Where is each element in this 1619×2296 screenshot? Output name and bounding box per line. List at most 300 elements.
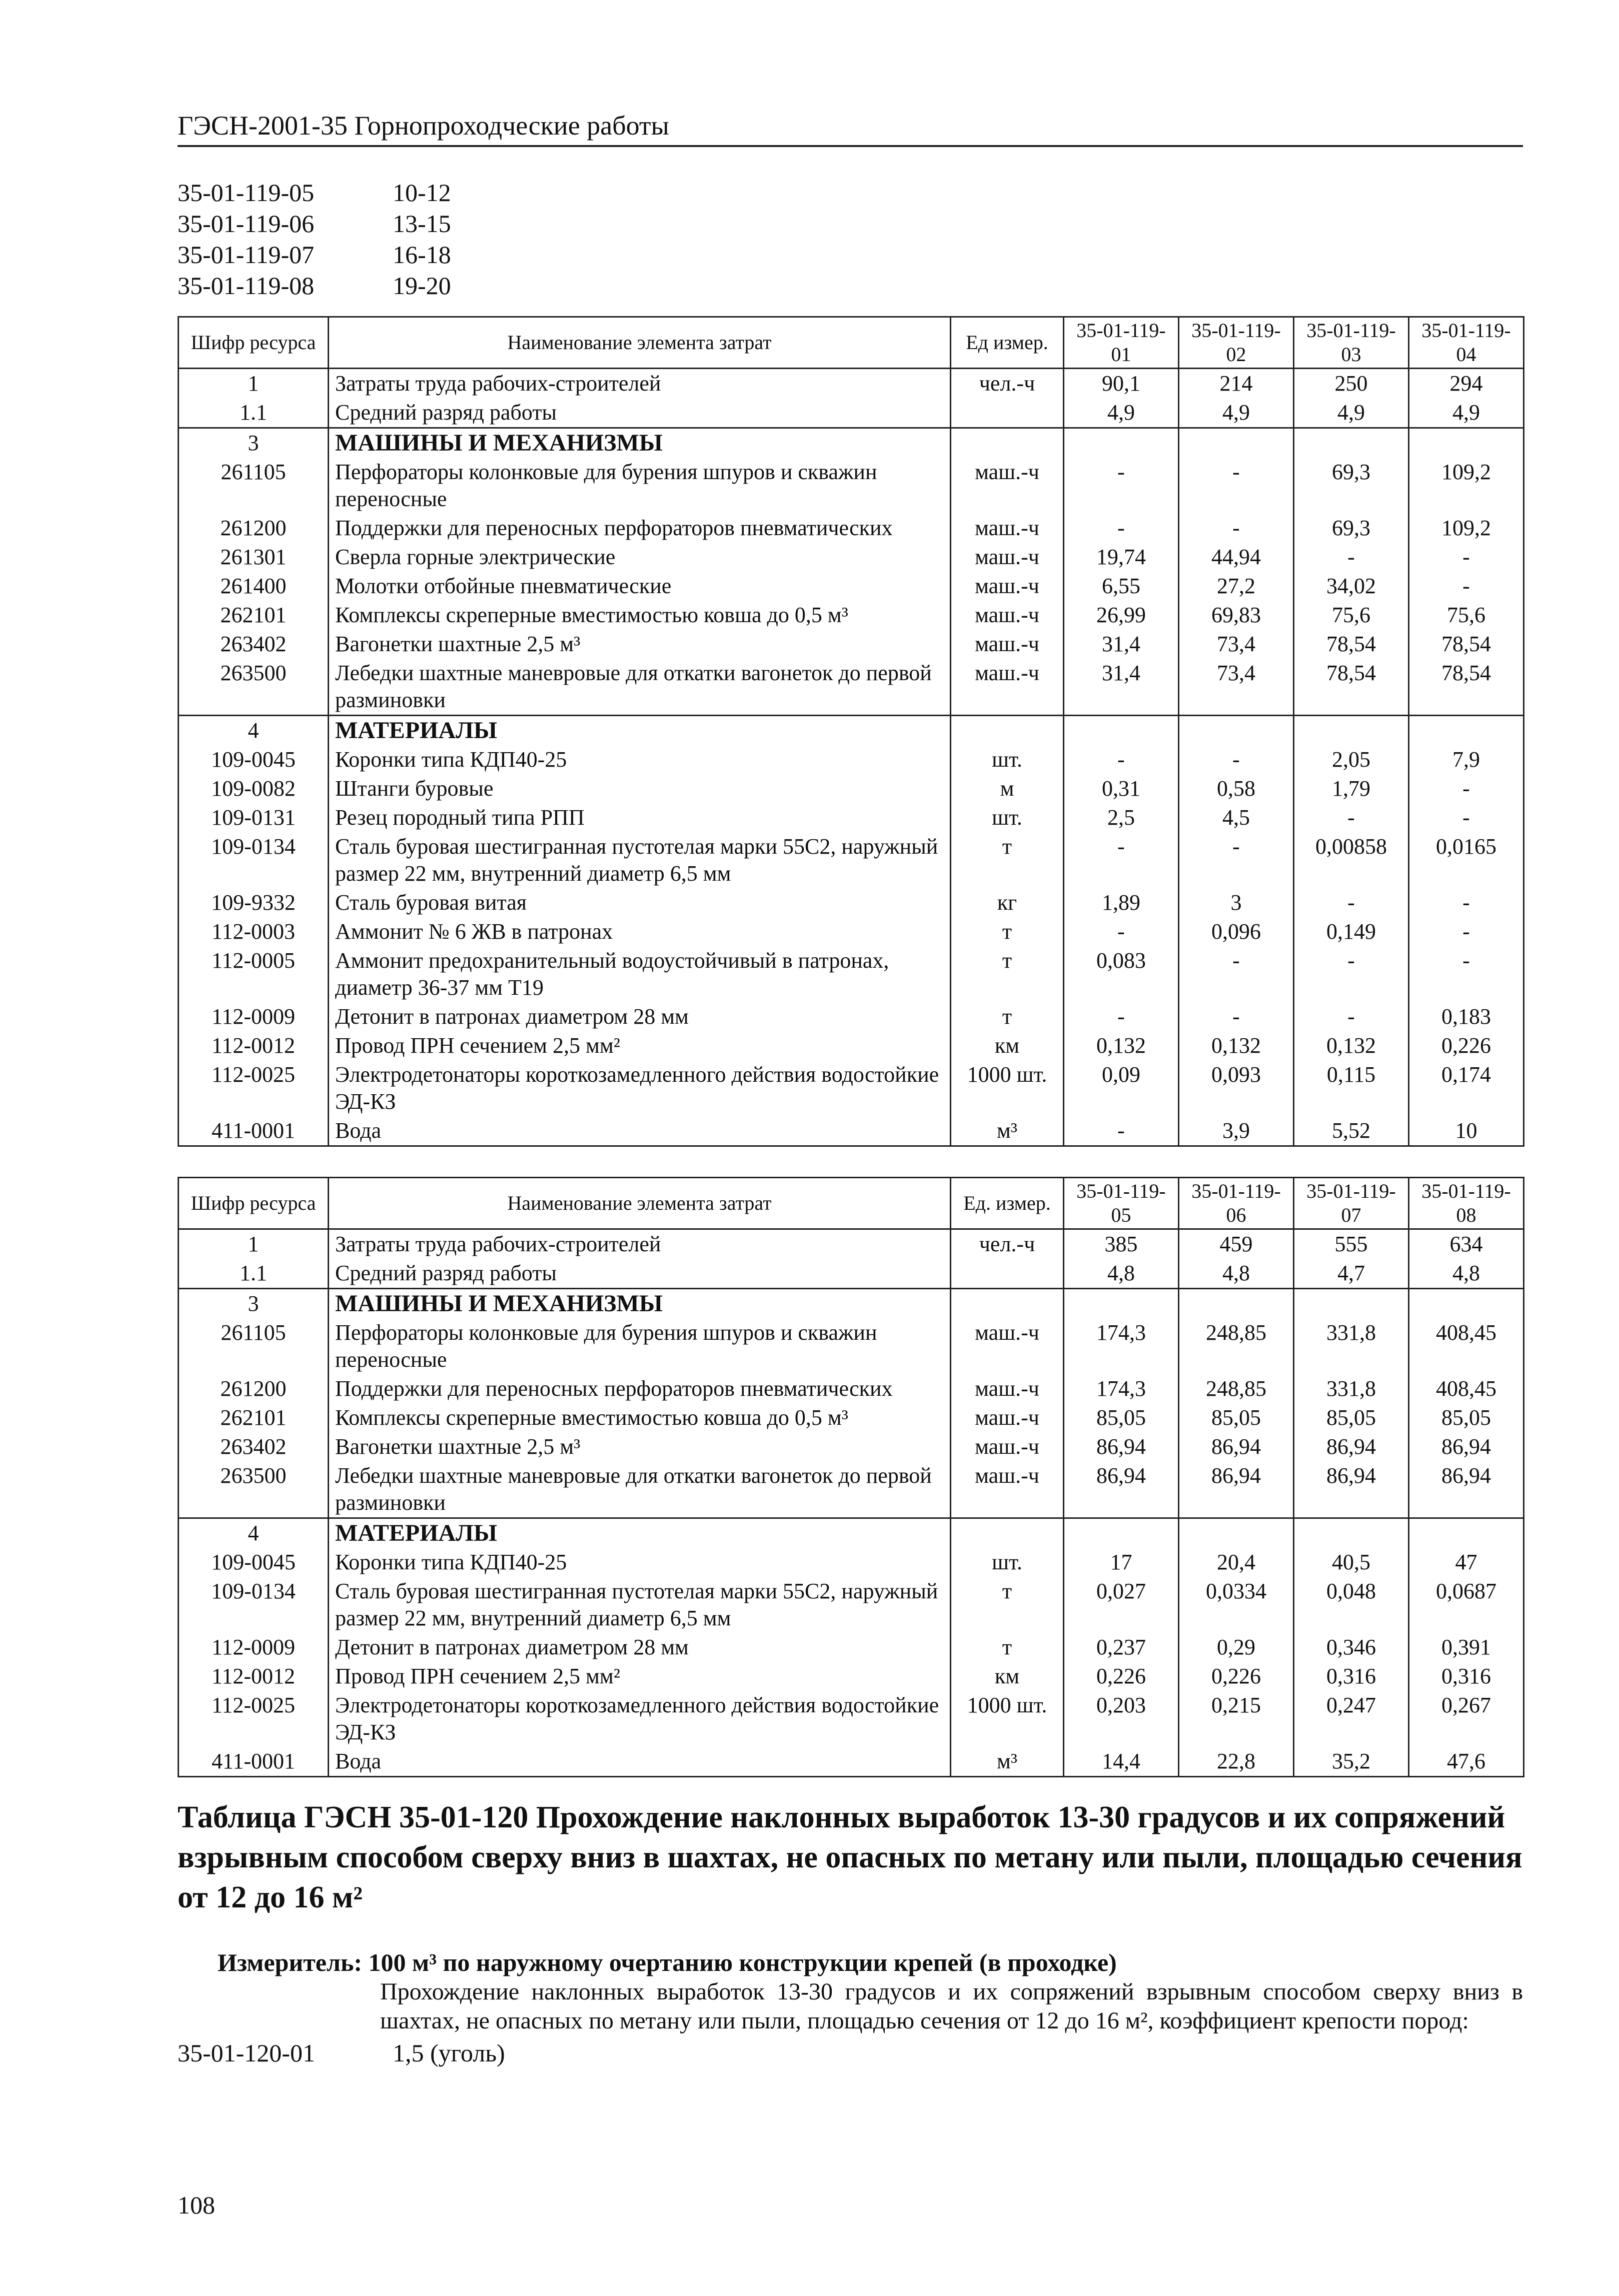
cell-code: 261105 [179, 458, 329, 514]
cell-value: 6,55 [1064, 572, 1179, 601]
cell-value: 0,083 [1064, 946, 1179, 1002]
cell-value: 1,89 [1064, 888, 1179, 917]
cell-value: 3,9 [1179, 1116, 1294, 1146]
table-row [179, 803, 1524, 832]
cell-value [1409, 716, 1524, 746]
cell-value: 86,94 [1064, 1461, 1179, 1518]
cell-value: 248,85 [1179, 1318, 1294, 1374]
col-header-unit: Ед. измер. [951, 1178, 1064, 1229]
col-header-norm: 35-01-119-05 [1064, 1178, 1179, 1229]
cell-code: 1 [179, 369, 329, 399]
cell-name: Провод ПРН сечением 2,5 мм² [329, 1031, 951, 1060]
cell-unit: м [951, 774, 1064, 803]
code-range: 10-12 [393, 179, 451, 207]
cell-name: Вода [329, 1116, 951, 1146]
cell-unit: 1000 шт. [951, 1060, 1064, 1116]
measure-value: 100 м³ по наружному очертанию конструкции крепей (в проходке) [368, 1948, 1117, 1976]
cell-value: - [1409, 917, 1524, 946]
cell-value: 86,94 [1409, 1461, 1524, 1518]
cell-value: 78,54 [1294, 659, 1409, 716]
cell-value [1409, 1518, 1524, 1548]
cell-value: 40,5 [1294, 1548, 1409, 1577]
cell-code: 411-0001 [179, 1747, 329, 1777]
cell-unit [951, 1289, 1064, 1319]
cell-value: 44,94 [1179, 543, 1294, 572]
cell-value: - [1409, 888, 1524, 917]
cell-value: 0,226 [1064, 1662, 1179, 1691]
cell-value: 248,85 [1179, 1374, 1294, 1403]
cell-value: 0,226 [1179, 1662, 1294, 1691]
table-row [179, 1403, 1524, 1432]
cell-value: 555 [1294, 1229, 1409, 1259]
table-row [179, 369, 1524, 399]
table-row [179, 659, 1524, 716]
code: 35-01-119-07 [178, 241, 315, 269]
cell-value: 0,391 [1409, 1633, 1524, 1662]
cell-name: Средний разряд работы [329, 1259, 951, 1289]
col-header-norm: 35-01-119-02 [1179, 317, 1294, 369]
cell-value: 78,54 [1409, 659, 1524, 716]
cell-value [1179, 716, 1294, 746]
table-row [179, 1002, 1524, 1031]
cell-code: 261200 [179, 514, 329, 543]
cell-unit: маш.-ч [951, 659, 1064, 716]
cell-value: 7,9 [1409, 745, 1524, 774]
col-header-code: Шифр ресурса [179, 317, 329, 369]
cell-value [1409, 428, 1524, 458]
cell-unit: маш.-ч [951, 1318, 1064, 1374]
cell-unit: т [951, 832, 1064, 888]
cell-code: 112-0025 [179, 1691, 329, 1747]
table-row [179, 1518, 1524, 1548]
cell-code: 262101 [179, 1403, 329, 1432]
cell-value: 27,2 [1179, 572, 1294, 601]
cell-unit [951, 1518, 1064, 1548]
cell-name: Затраты труда рабочих-строителей [329, 1229, 951, 1259]
cell-unit [951, 428, 1064, 458]
cell-value: - [1409, 543, 1524, 572]
cell-value [1064, 428, 1179, 458]
cell-code: 112-0009 [179, 1002, 329, 1031]
cell-value: 20,4 [1179, 1548, 1294, 1577]
cell-value: - [1409, 572, 1524, 601]
cell-name: Лебедки шахтные маневровые для откатки вагонеток до первой разминовки [329, 1461, 951, 1518]
cell-name: Сверла горные электрические [329, 543, 951, 572]
cell-code: 261301 [179, 543, 329, 572]
table-row [179, 774, 1524, 803]
cell-value: - [1409, 803, 1524, 832]
code-range: 19-20 [393, 272, 451, 300]
cell-value: 5,52 [1294, 1116, 1409, 1146]
cell-value: 0,115 [1294, 1060, 1409, 1116]
table-row [179, 1060, 1524, 1116]
cell-value: 86,94 [1064, 1432, 1179, 1461]
norm-code-value: 1,5 (уголь) [393, 2039, 505, 2067]
cell-value: 0,0687 [1409, 1577, 1524, 1633]
cell-value: - [1294, 543, 1409, 572]
col-header-norm: 35-01-119-08 [1409, 1178, 1524, 1229]
cell-code: 112-0009 [179, 1633, 329, 1662]
cell-value [1294, 716, 1409, 746]
cell-value: 459 [1179, 1229, 1294, 1259]
cell-unit: т [951, 946, 1064, 1002]
cell-value: - [1179, 832, 1294, 888]
cell-value: 4,8 [1179, 1259, 1294, 1289]
cell-value [1294, 428, 1409, 458]
cell-code: 263402 [179, 1432, 329, 1461]
cell-unit: м³ [951, 1116, 1064, 1146]
col-header-code: Шифр ресурса [179, 1178, 329, 1229]
col-header-name: Наименование элемента затрат [329, 317, 951, 369]
col-header-norm: 35-01-119-06 [1179, 1178, 1294, 1229]
cell-unit [951, 1259, 1064, 1289]
cell-value: 0,0165 [1409, 832, 1524, 888]
cell-name: Комплексы скреперные вместимостью ковша до 0,5 м³ [329, 1403, 951, 1432]
cell-unit: м³ [951, 1747, 1064, 1777]
cell-value: 73,4 [1179, 630, 1294, 659]
cell-name: Вагонетки шахтные 2,5 м³ [329, 1432, 951, 1461]
codes-list-item [178, 208, 1523, 239]
cell-code: 263500 [179, 659, 329, 716]
cell-value: 4,8 [1409, 1259, 1524, 1289]
cell-code: 112-0012 [179, 1031, 329, 1060]
cell-value: - [1179, 745, 1294, 774]
cell-unit: т [951, 917, 1064, 946]
cell-value: - [1064, 832, 1179, 888]
cell-unit: шт. [951, 745, 1064, 774]
cell-value: 331,8 [1294, 1374, 1409, 1403]
norm-code: 35-01-120-01 [178, 2039, 315, 2067]
codes-list-item [178, 270, 1523, 301]
cell-value: 0,132 [1179, 1031, 1294, 1060]
cell-value: 86,94 [1179, 1432, 1294, 1461]
code-range: 16-18 [393, 241, 451, 269]
cell-value [1179, 1518, 1294, 1548]
cell-value: - [1179, 946, 1294, 1002]
cell-value: 22,8 [1179, 1747, 1294, 1777]
cell-name: Сталь буровая шестигранная пустотелая марки 55С2, наружный размер 22 мм, внутренний диаметр 6,5 мм [329, 1577, 951, 1633]
cell-name: Детонит в патронах диаметром 28 мм [329, 1633, 951, 1662]
cell-value: 0,09 [1064, 1060, 1179, 1116]
cell-unit: маш.-ч [951, 458, 1064, 514]
cell-unit: шт. [951, 1548, 1064, 1577]
col-header-norm: 35-01-119-01 [1064, 317, 1179, 369]
cell-unit: маш.-ч [951, 1461, 1064, 1518]
table-row [179, 832, 1524, 888]
cell-value: 174,3 [1064, 1374, 1179, 1403]
cell-value: 0,237 [1064, 1633, 1179, 1662]
measure-label: Измеритель: [218, 1948, 363, 1976]
cell-value: 0,215 [1179, 1691, 1294, 1747]
cell-value: 69,83 [1179, 601, 1294, 630]
section-title-text: Прохождение наклонных выработок 13-30 градусов и их сопряжений взрывным способом сверху вниз в шахтах, не опасных по метану или пыли, площадью сечения от 12 до 16 м² [178, 1800, 1522, 1914]
cell-value: 0,174 [1409, 1060, 1524, 1116]
cell-value: - [1294, 946, 1409, 1002]
cell-value: 0,183 [1409, 1002, 1524, 1031]
cell-value: 2,5 [1064, 803, 1179, 832]
cell-value [1294, 1518, 1409, 1548]
cell-value: 0,048 [1294, 1577, 1409, 1633]
cell-code: 411-0001 [179, 1116, 329, 1146]
section-title [178, 1797, 1523, 1917]
table-row [179, 398, 1524, 428]
cell-name: Электродетонаторы короткозамедленного действия водостойкие ЭД-КЗ [329, 1060, 951, 1116]
cell-name: Перфораторы колонковые для бурения шпуров и скважин переносные [329, 458, 951, 514]
table-row [179, 428, 1524, 458]
cell-value: 78,54 [1409, 630, 1524, 659]
page-number: 108 [178, 2191, 215, 2219]
cell-value: 4,9 [1064, 398, 1179, 428]
measure-line [178, 1947, 1523, 1977]
cell-unit: маш.-ч [951, 1403, 1064, 1432]
cell-unit: чел.-ч [951, 369, 1064, 399]
cell-value: - [1409, 774, 1524, 803]
table-row [179, 543, 1524, 572]
norm-code-row [178, 2037, 1523, 2068]
cell-code: 109-0045 [179, 745, 329, 774]
cell-value: 0,093 [1179, 1060, 1294, 1116]
table-row [179, 1374, 1524, 1403]
cell-unit: маш.-ч [951, 1432, 1064, 1461]
code-range: 13-15 [393, 210, 451, 238]
cell-value [1294, 1289, 1409, 1319]
cell-value: - [1064, 514, 1179, 543]
running-header: ГЭСН-2001-35 Горнопроходческие работы [178, 110, 1523, 147]
cell-name: Средний разряд работы [329, 398, 951, 428]
cell-value: 47 [1409, 1548, 1524, 1577]
cell-value [1179, 428, 1294, 458]
cell-value: 86,94 [1179, 1461, 1294, 1518]
cell-value: 0,247 [1294, 1691, 1409, 1747]
cell-name: Вода [329, 1747, 951, 1777]
cell-unit: маш.-ч [951, 514, 1064, 543]
cell-value: - [1294, 888, 1409, 917]
cell-name: Сталь буровая витая [329, 888, 951, 917]
cell-value: - [1064, 458, 1179, 514]
cell-name: Лебедки шахтные маневровые для откатки вагонеток до первой разминовки [329, 659, 951, 716]
table-header-row [179, 317, 1524, 369]
cell-value: 0,31 [1064, 774, 1179, 803]
cell-value: 86,94 [1409, 1432, 1524, 1461]
cell-code: 112-0025 [179, 1060, 329, 1116]
cell-code: 262101 [179, 601, 329, 630]
cell-unit: маш.-ч [951, 543, 1064, 572]
cell-unit: маш.-ч [951, 630, 1064, 659]
table-row [179, 1747, 1524, 1777]
cell-name: Штанги буровые [329, 774, 951, 803]
cell-code: 261400 [179, 572, 329, 601]
table-row [179, 601, 1524, 630]
cell-code: 4 [179, 1518, 329, 1548]
col-header-norm: 35-01-119-04 [1409, 317, 1524, 369]
cell-value: - [1179, 1002, 1294, 1031]
cell-value: 10 [1409, 1116, 1524, 1146]
cell-value: 331,8 [1294, 1318, 1409, 1374]
cell-value: 0,0334 [1179, 1577, 1294, 1633]
cell-value: 4,9 [1179, 398, 1294, 428]
table-row [179, 1461, 1524, 1518]
col-header-norm: 35-01-119-07 [1294, 1178, 1409, 1229]
cell-value: 0,226 [1409, 1031, 1524, 1060]
cell-value: 35,2 [1294, 1747, 1409, 1777]
code: 35-01-119-08 [178, 272, 315, 300]
table-row [179, 1229, 1524, 1259]
cell-name: МАТЕРИАЛЫ [329, 1518, 951, 1548]
codes-list-item [178, 239, 1523, 270]
cell-name: Электродетонаторы короткозамедленного действия водостойкие ЭД-КЗ [329, 1691, 951, 1747]
cell-value: 85,05 [1409, 1403, 1524, 1432]
cell-value: 174,3 [1064, 1318, 1179, 1374]
cell-name: Провод ПРН сечением 2,5 мм² [329, 1662, 951, 1691]
cell-unit [951, 716, 1064, 746]
cell-code: 3 [179, 1289, 329, 1319]
cell-name: МАШИНЫ И МЕХАНИЗМЫ [329, 1289, 951, 1319]
resource-table-1 [178, 316, 1524, 1147]
section-title-lead: Таблица ГЭСН 35-01-120 [178, 1800, 529, 1834]
table-row [179, 917, 1524, 946]
section-description: Прохождение наклонных выработок 13-30 градусов и их сопряжений взрывным способом сверху вниз в шахтах, не опасных по метану или пыли, площадью сечения от 12 до 16 м², коэффициент крепости пород: [380, 1978, 1523, 2034]
cell-code: 1.1 [179, 398, 329, 428]
cell-value: 0,132 [1294, 1031, 1409, 1060]
table-row [179, 514, 1524, 543]
table-row [179, 946, 1524, 1002]
cell-value: 0,267 [1409, 1691, 1524, 1747]
cell-value [1064, 1518, 1179, 1548]
cell-value: 0,316 [1409, 1662, 1524, 1691]
cell-value: 109,2 [1409, 514, 1524, 543]
cell-value: - [1064, 1116, 1179, 1146]
cell-value: 0,203 [1064, 1691, 1179, 1747]
cell-unit [951, 398, 1064, 428]
cell-value: 1,79 [1294, 774, 1409, 803]
cell-unit: кг [951, 888, 1064, 917]
cell-code: 112-0012 [179, 1662, 329, 1691]
cell-value: 4,8 [1064, 1259, 1179, 1289]
cell-value: 109,2 [1409, 458, 1524, 514]
table-row [179, 1548, 1524, 1577]
cell-name: Поддержки для переносных перфораторов пневматических [329, 514, 951, 543]
cell-value: 385 [1064, 1229, 1179, 1259]
cell-unit: маш.-ч [951, 1374, 1064, 1403]
cell-name: Молотки отбойные пневматические [329, 572, 951, 601]
cell-code: 1 [179, 1229, 329, 1259]
cell-code: 109-0045 [179, 1548, 329, 1577]
table-row [179, 630, 1524, 659]
cell-value: 3 [1179, 888, 1294, 917]
cell-value: 73,4 [1179, 659, 1294, 716]
cell-name: Поддержки для переносных перфораторов пневматических [329, 1374, 951, 1403]
cell-value: 4,7 [1294, 1259, 1409, 1289]
cell-value: 86,94 [1294, 1432, 1409, 1461]
cell-name: МАТЕРИАЛЫ [329, 716, 951, 746]
cell-value: 4,9 [1294, 398, 1409, 428]
cell-value: 31,4 [1064, 659, 1179, 716]
cell-name: Сталь буровая шестигранная пустотелая марки 55С2, наружный размер 22 мм, внутренний диаметр 6,5 мм [329, 832, 951, 888]
table-row [179, 745, 1524, 774]
cell-value: 14,4 [1064, 1747, 1179, 1777]
cell-name: Аммонит предохранительный водоустойчивый в патронах, диаметр 36-37 мм Т19 [329, 946, 951, 1002]
cell-value: 85,05 [1064, 1403, 1179, 1432]
table-row [179, 888, 1524, 917]
cell-unit: км [951, 1031, 1064, 1060]
cell-value: - [1064, 917, 1179, 946]
cell-value: 4,5 [1179, 803, 1294, 832]
cell-unit: т [951, 1577, 1064, 1633]
cell-value: 75,6 [1294, 601, 1409, 630]
cell-value: 75,6 [1409, 601, 1524, 630]
cell-value: 17 [1064, 1548, 1179, 1577]
table-row [179, 458, 1524, 514]
cell-value: - [1179, 458, 1294, 514]
codes-list-item [178, 177, 1523, 208]
col-header-unit: Ед измер. [951, 317, 1064, 369]
code: 35-01-119-05 [178, 179, 315, 207]
cell-value: 86,94 [1294, 1461, 1409, 1518]
cell-name: Детонит в патронах диаметром 28 мм [329, 1002, 951, 1031]
cell-value: 85,05 [1294, 1403, 1409, 1432]
cell-code: 261200 [179, 1374, 329, 1403]
cell-value: 0,096 [1179, 917, 1294, 946]
table-row [179, 716, 1524, 746]
cell-value: 0,00858 [1294, 832, 1409, 888]
cell-unit: 1000 шт. [951, 1691, 1064, 1747]
cell-code: 3 [179, 428, 329, 458]
page [178, 110, 1523, 2068]
table-row [179, 1116, 1524, 1146]
cell-value: - [1064, 1002, 1179, 1031]
cell-value: 214 [1179, 369, 1294, 399]
cell-code: 261105 [179, 1318, 329, 1374]
table-row [179, 572, 1524, 601]
cell-value [1064, 1289, 1179, 1319]
cell-name: Коронки типа КДП40-25 [329, 1548, 951, 1577]
cell-value: 0,58 [1179, 774, 1294, 803]
col-header-name: Наименование элемента затрат [329, 1178, 951, 1229]
codes-list [178, 177, 1523, 301]
cell-value [1409, 1289, 1524, 1319]
cell-name: Аммонит № 6 ЖВ в патронах [329, 917, 951, 946]
cell-name: Коронки типа КДП40-25 [329, 745, 951, 774]
cell-value: 19,74 [1064, 543, 1179, 572]
cell-code: 263500 [179, 1461, 329, 1518]
cell-value: 69,3 [1294, 514, 1409, 543]
cell-value: - [1294, 803, 1409, 832]
cell-value: 0,346 [1294, 1633, 1409, 1662]
cell-value: 408,45 [1409, 1318, 1524, 1374]
cell-code: 109-0131 [179, 803, 329, 832]
cell-code: 112-0003 [179, 917, 329, 946]
cell-value: 0,316 [1294, 1662, 1409, 1691]
cell-value: 47,6 [1409, 1747, 1524, 1777]
cell-unit: т [951, 1002, 1064, 1031]
cell-value: 250 [1294, 369, 1409, 399]
cell-name: Комплексы скреперные вместимостью ковша до 0,5 м³ [329, 601, 951, 630]
cell-name: Затраты труда рабочих-строителей [329, 369, 951, 399]
cell-unit: км [951, 1662, 1064, 1691]
cell-value: 85,05 [1179, 1403, 1294, 1432]
resource-table-2 [178, 1177, 1524, 1777]
cell-value: 0,29 [1179, 1633, 1294, 1662]
cell-unit: маш.-ч [951, 601, 1064, 630]
cell-value: - [1179, 514, 1294, 543]
cell-value: 0,149 [1294, 917, 1409, 946]
cell-code: 4 [179, 716, 329, 746]
cell-value: 31,4 [1064, 630, 1179, 659]
cell-value [1179, 1289, 1294, 1319]
cell-value: 294 [1409, 369, 1524, 399]
table-row [179, 1031, 1524, 1060]
cell-name: Резец породный типа РПП [329, 803, 951, 832]
